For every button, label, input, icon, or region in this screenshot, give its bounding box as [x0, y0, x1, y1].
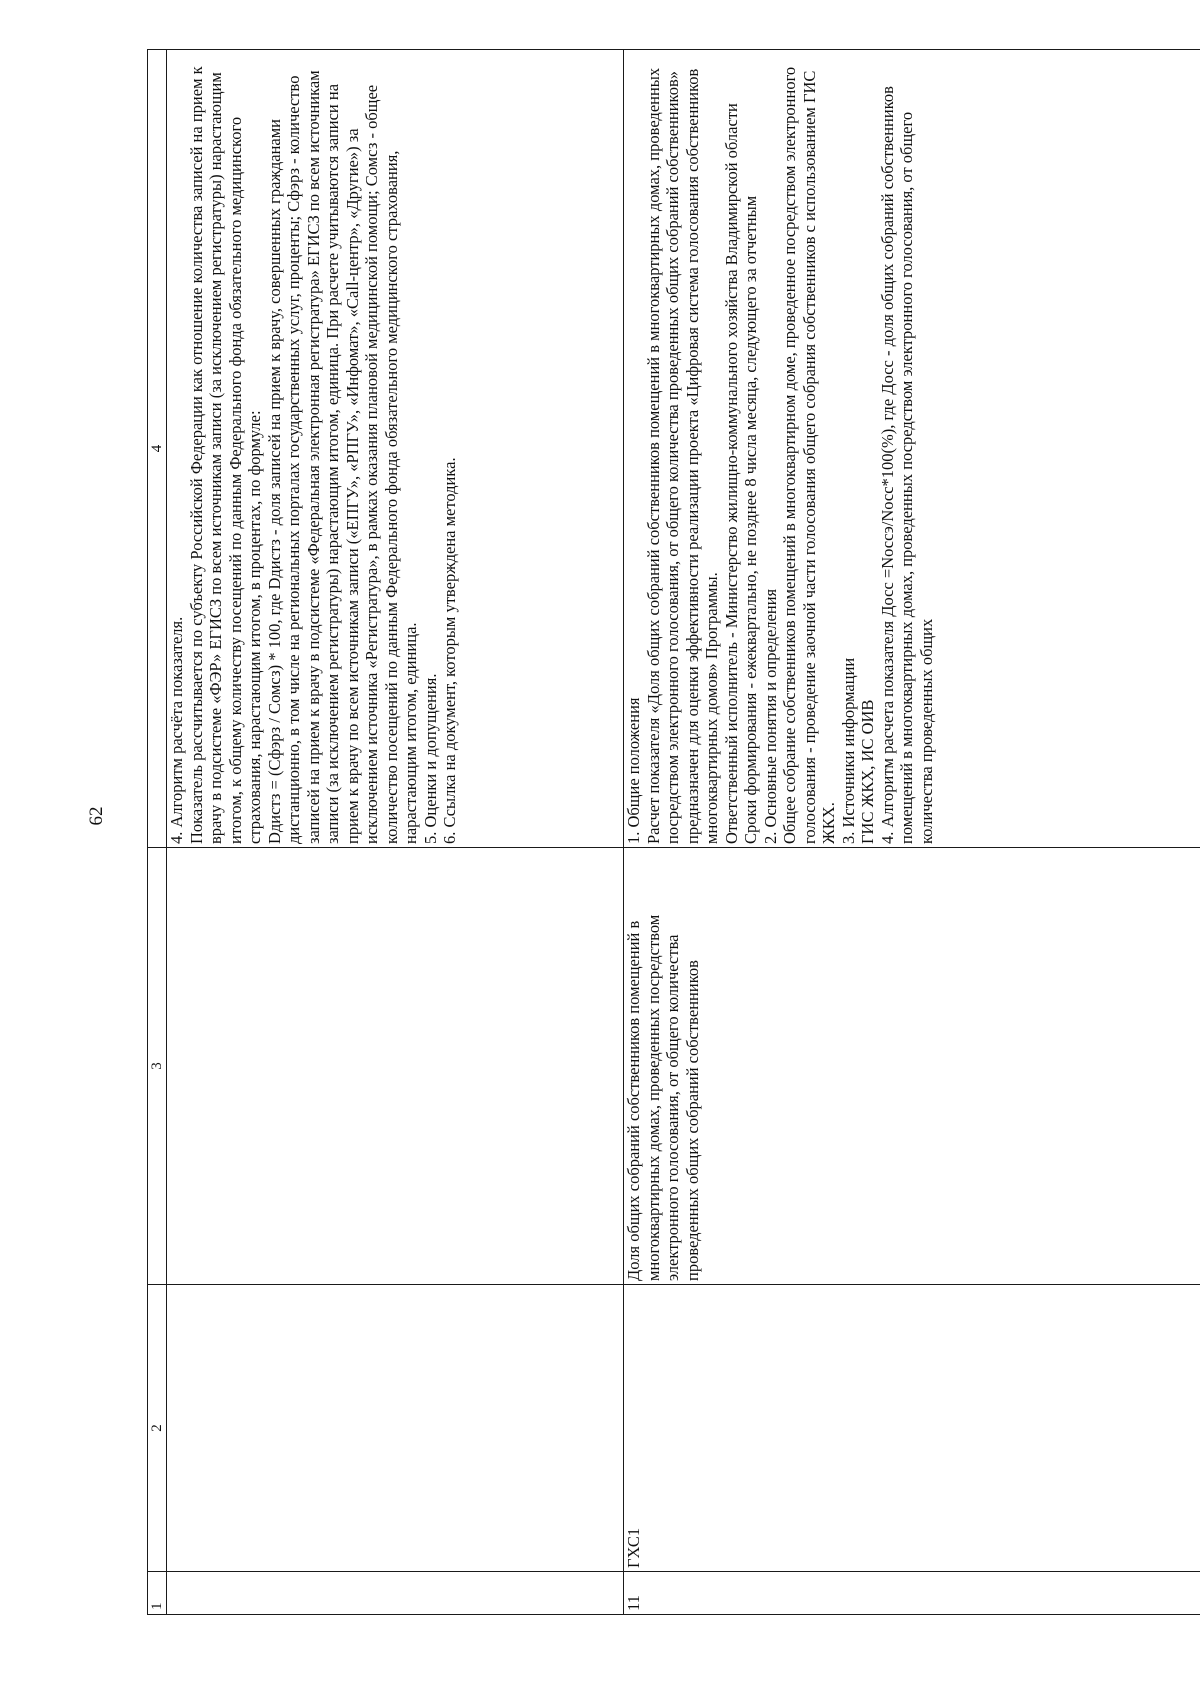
continuation-col-2: [167, 1285, 624, 1572]
header-col-2: 2: [148, 1285, 167, 1572]
methodology-paragraph: 5. Оценки и допущения.: [420, 673, 440, 844]
page-number: 62: [86, 806, 107, 826]
methodology-paragraph: Сроки формирования - ежеквартально, не позднее 8 числа месяца, следующего за отчетным: [741, 195, 760, 844]
indicator-table: [147, 49, 1200, 1615]
methodology-paragraph: 4. Алгоритм расчёта показателя.: [167, 616, 186, 844]
indicator-methodology-cell: [624, 50, 1200, 848]
row-number: 11: [624, 1572, 1200, 1615]
header-row: [148, 50, 167, 1615]
indicator-name: Доля общих собраний собственников помещений в многоквартирных домах, проведенных посредством электронного голосования, от общего количества проведенных общих собраний собственников: [624, 848, 1200, 1285]
methodology-paragraph: 1. Общие положения: [624, 697, 643, 844]
indicator-code: ГХС1: [624, 1285, 1200, 1572]
continuation-methodology-cell: [167, 50, 624, 848]
methodology-paragraph: Показатель рассчитывается по субъекту Российской Федерации как отношение количества записей на прием к врачу в подсистеме «ФЭР» ЕГИСЗ по всем источникам записи (за исключением регистратуры) нарастающим итогом, к общему количеству посещений по данным Федерального фонда обязательного медицинского страхования, нарастающим итогом, в процентах, по формуле:: [186, 62, 264, 844]
methodology-paragraph: 6. Ссылка на документ, которым утверждена методика.: [440, 457, 459, 844]
methodology-paragraph: Ответственный исполнитель - Министерство жилищно-коммунального хозяйства Владимирской области: [721, 103, 741, 844]
methodology-paragraph: Общее собрание собственников помещений в многоквартирном доме, проведенное посредством электронного голосования - проведение заочной части голосования общего собрания собственников с использованием ГИС ЖКХ.: [780, 62, 838, 844]
methodology-paragraph: Расчет показателя «Доля общих собраний собственников помещений в многоквартирных домах, проведенных посредством электронного голосования, от общего количества проведенных общих собраний собственников» предназначен для оценки эффективности реализации проекта «Цифровая система голосования собственников многоквартирных домов» Программы.: [643, 63, 721, 844]
rotated-table-container: [147, 50, 1200, 1615]
methodology-paragraph: 4. Алгоритм расчета показателя Досс =Nоссэ/Nосс*100(%), где Досс - доля общих собраний собственников помещений в многоквартирных домах, проведенных посредством электронного голосования, от общего количества проведенных общих: [877, 81, 936, 844]
methodology-paragraph: ГИС ЖКХ, ИС ОИВ: [858, 699, 877, 844]
continuation-col-3: [167, 848, 624, 1285]
header-col-1: 1: [148, 1572, 167, 1615]
indicator-row-11: [624, 50, 1200, 1615]
header-col-3: 3: [148, 848, 167, 1285]
continuation-col-1: [167, 1572, 624, 1615]
header-col-4: 4: [148, 50, 167, 848]
continuation-row: [167, 50, 624, 1615]
methodology-paragraph: 3. Источники информации: [838, 657, 858, 844]
methodology-paragraph: Dдистз = (Сфэрз / Сомсз) * 100, где Dдистз - доля записей на прием к врачу, совершенных гражданами дистанционно, в том числе на региональных порталах государственных услуг, проценты; Сфэрз - количество записей на прием к врачу в подсистеме «Федеральная электронная регистратура» ЕГИСЗ по всем источникам записи (за исключением регистратуры) нарастающим итогом, единица. При расчете учитываются записи на прием к врачу по всем источникам записи («ЕПГУ», «РПГУ», «Инфомат», «Call-центр», «Другие») за исключением источника «Регистратура», в рамках оказания плановой медицинской помощи; Сомсз - общее количество посещений по данным Федерального фонда обязательного медицинского страхования, нарастающим итогом, единица.: [264, 66, 420, 844]
methodology-paragraph: 2. Основные понятия и определения: [760, 588, 780, 844]
